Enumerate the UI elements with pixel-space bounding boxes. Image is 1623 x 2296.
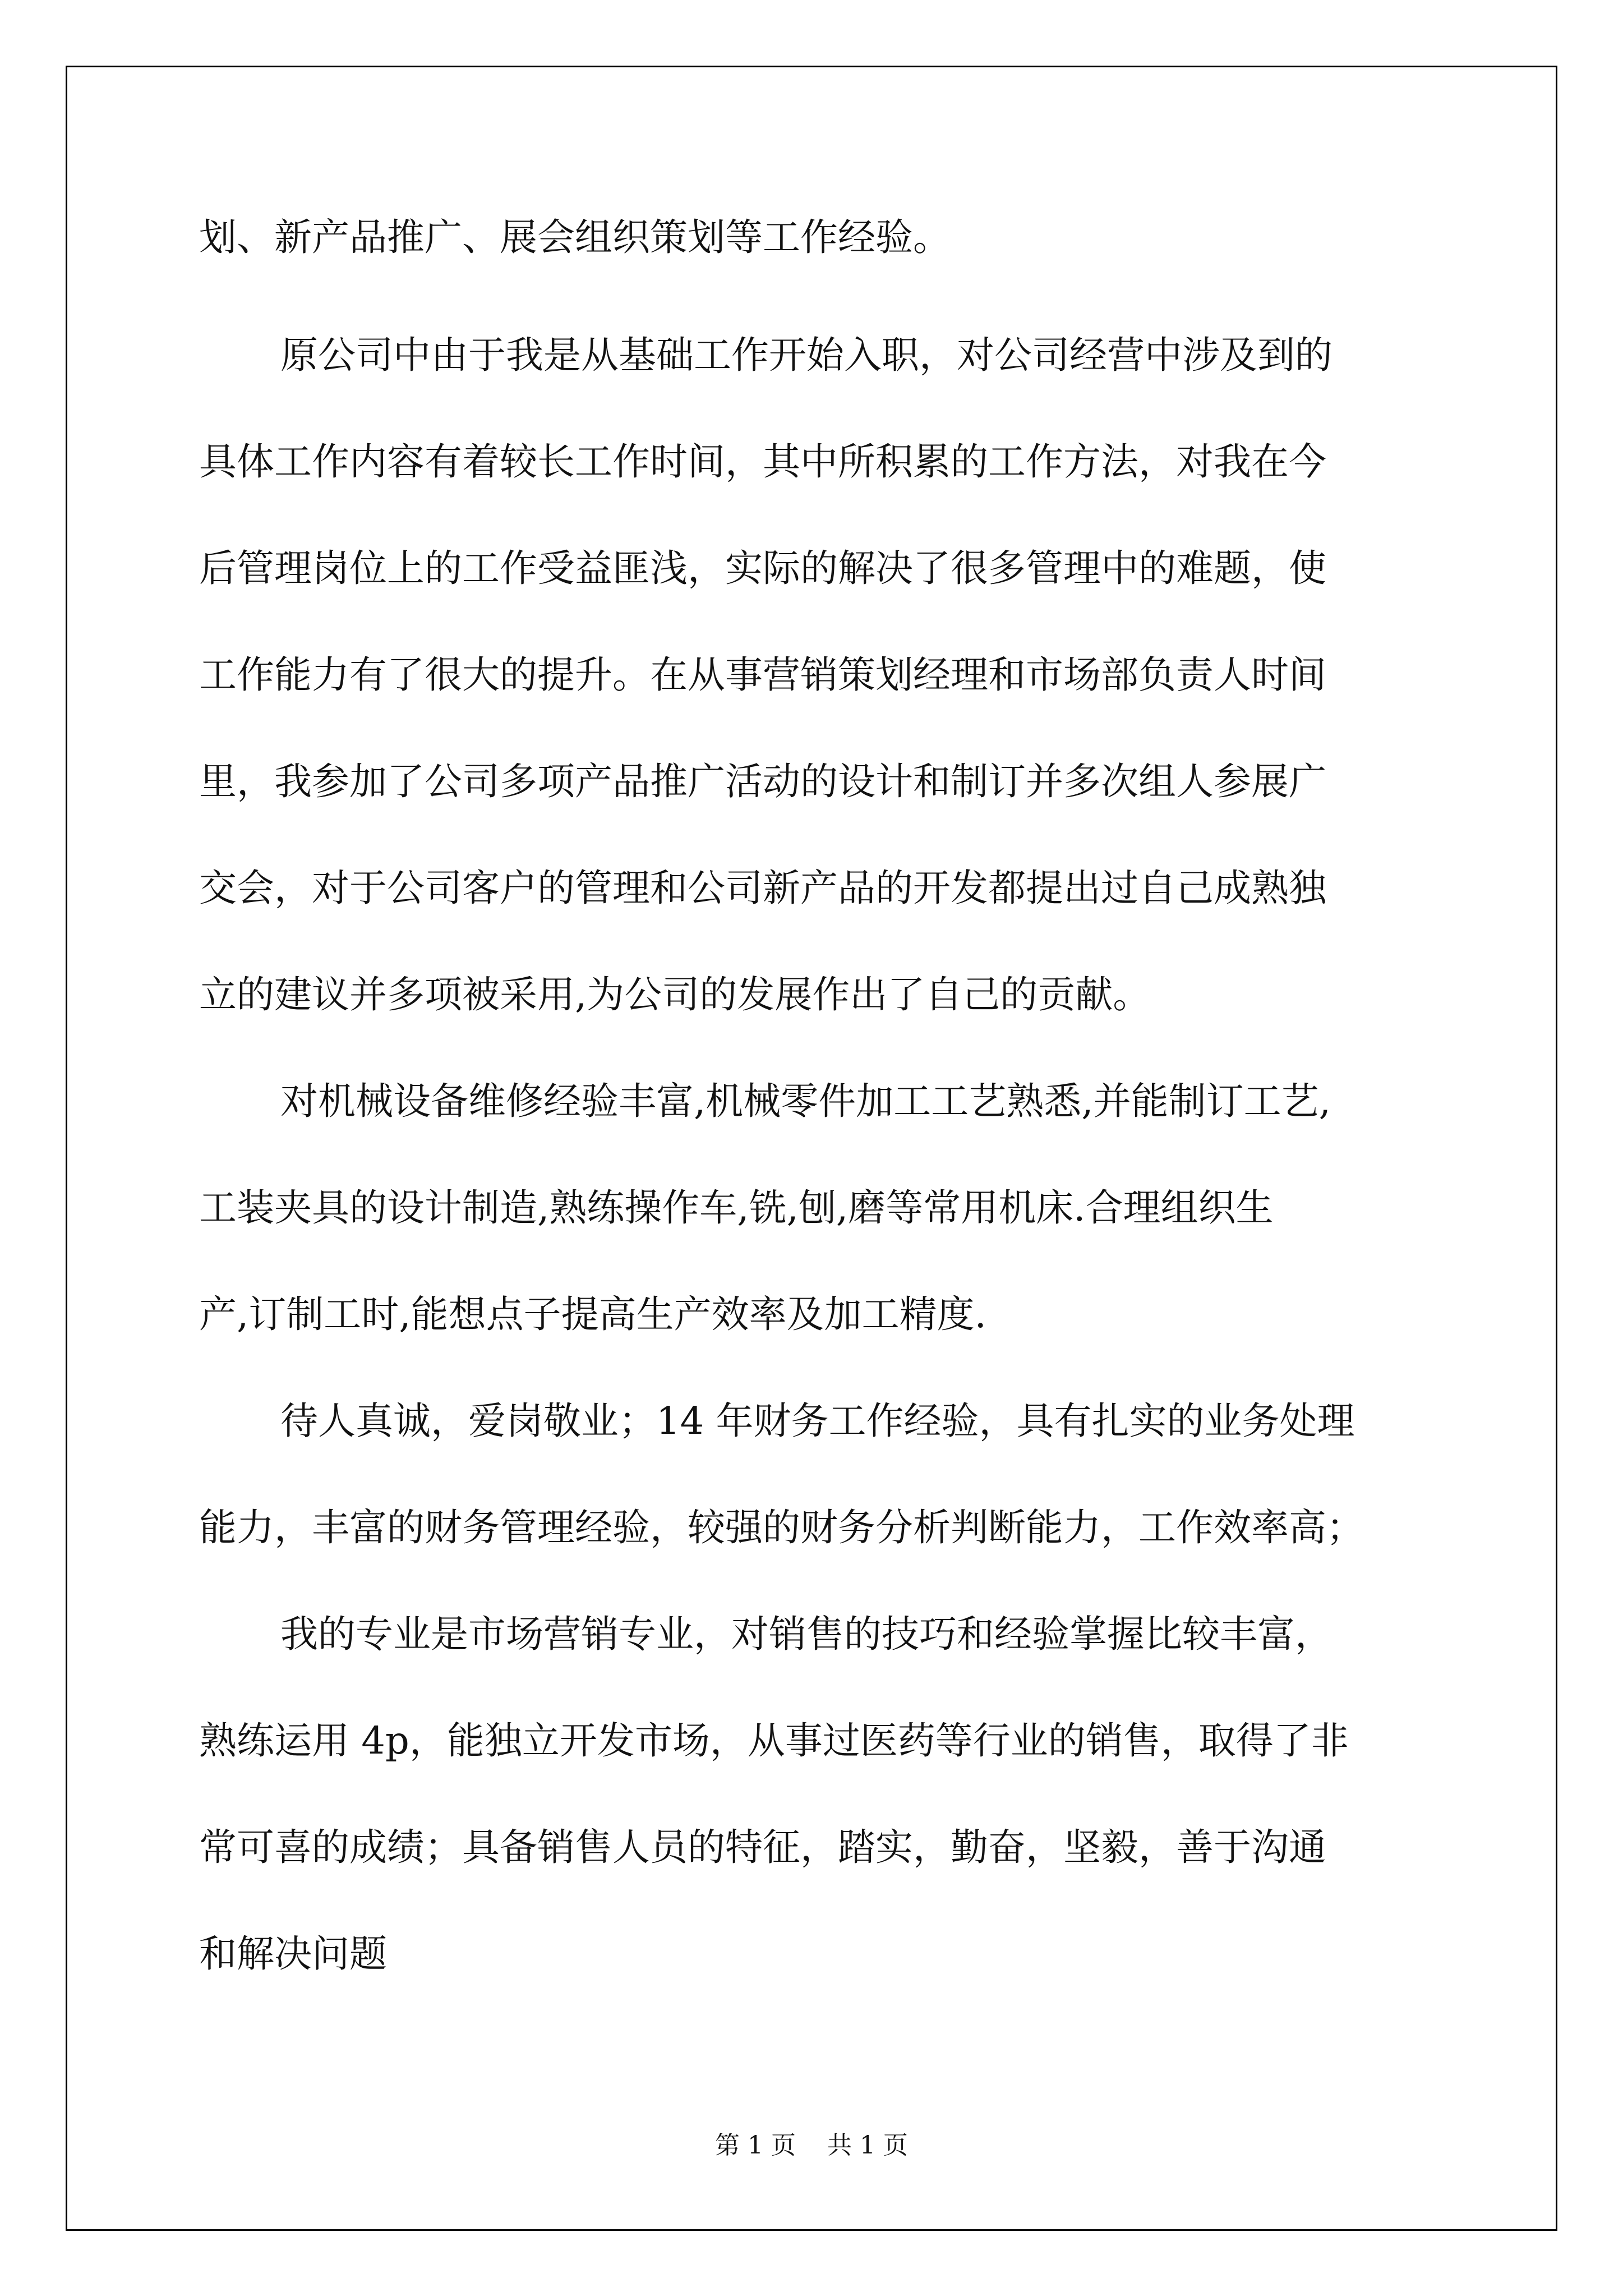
- text-line: 原公司中由于我是从基础工作开始入职，对公司经营中涉及到的: [280, 333, 1332, 377]
- text-line: 待人真诚，爱岗敬业；14 年财务工作经验，具有扎实的业务处理: [280, 1399, 1355, 1443]
- text-line: 里，我参加了公司多项产品推广活动的设计和制订并多次组人参展广: [199, 760, 1326, 803]
- text-line: 产,订制工时,能想点子提高生产效率及加工精度.: [199, 1292, 986, 1336]
- text-line: 工作能力有了很大的提升。在从事营销策划经理和市场部负责人时间: [199, 653, 1326, 697]
- text-line: 对机械设备维修经验丰富,机械零件加工工艺熟悉,并能制订工艺,: [280, 1079, 1331, 1123]
- text-line: 工装夹具的设计制造,熟练操作车,铣,刨,磨等常用机床.合理组织生: [199, 1186, 1274, 1230]
- page-footer: 第 1 页 共 1 页: [715, 2131, 908, 2160]
- text-line: 立的建议并多项被采用,为公司的发展作出了自己的贡献。: [199, 973, 1151, 1016]
- text-line: 常可喜的成绩；具备销售人员的特征，踏实，勤奋，坚毅，善于沟通: [199, 1825, 1326, 1869]
- text-line: 后管理岗位上的工作受益匪浅，实际的解决了很多管理中的难题，使: [199, 546, 1326, 590]
- page-border: [66, 66, 1557, 2231]
- text-line: 划、新产品推广、展会组织策划等工作经验。: [199, 215, 951, 259]
- text-line: 和解决问题: [199, 1932, 387, 1976]
- text-line: 熟练运用 4p，能独立开发市场，从事过医药等行业的销售，取得了非: [199, 1719, 1349, 1763]
- text-line: 交会，对于公司客户的管理和公司新产品的开发都提出过自己成熟独: [199, 866, 1326, 910]
- text-line: 具体工作内容有着较长工作时间，其中所积累的工作方法，对我在今: [199, 440, 1326, 484]
- text-line: 能力，丰富的财务管理经验，较强的财务分析判断能力，工作效率高；: [199, 1506, 1364, 1549]
- text-line: 我的专业是市场营销专业，对销售的技巧和经验掌握比较丰富，: [280, 1612, 1332, 1656]
